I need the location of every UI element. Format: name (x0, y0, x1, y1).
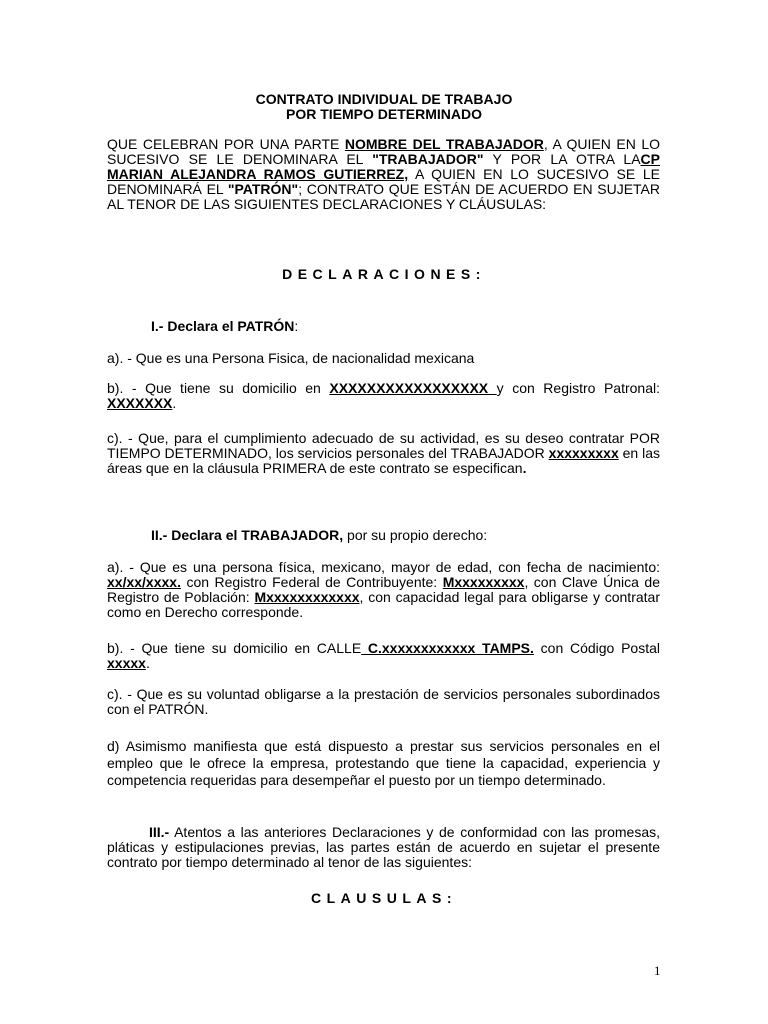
clause-text: y con Registro Patronal: (496, 380, 660, 396)
clause-text: b). - Que tiene su domicilio en (107, 380, 330, 396)
address-placeholder: XXXXXXXXXXXXXXXXX (329, 380, 497, 396)
patron-clause-b (107, 381, 660, 411)
patron-heading (151, 318, 298, 334)
clause-text: Atentos a las anteriores Declaraciones y de conformidad con las promesas, pláticas y estipulaciones previas, las partes están de acuerdo en sujetar el presente contrato por tiempo determinado al tenor de las siguientes: (107, 824, 660, 870)
page-number: 1 (654, 963, 661, 978)
patron-clause-a: a). - Que es una Persona Fisica, de nacionalidad mexicana (107, 350, 475, 366)
patron-clause-c (107, 431, 660, 476)
trabajador-clause-c: c). - Que es su voluntad obligarse a la prestación de servicios personales subordinados con el PATRÓN. (107, 686, 660, 717)
clause-text: en las áreas que en la cláusula PRIMERA de este contrato se especifican (107, 445, 660, 476)
trabajador-heading-tail: por su propio derecho: (343, 527, 488, 543)
birthdate-placeholder: xx/xx/xxxx. (107, 574, 181, 590)
clause-text: , con capacidad legal para obligarse y contratar como en Derecho corresponde. (107, 589, 660, 620)
clause-text: a). - Que es una persona física, mexicano, mayor de edad, con fecha de nacimiento: (107, 559, 660, 575)
employer-term: "PATRÓN" (227, 181, 299, 197)
intro-text: A QUIEN EN LO SUCESIVO SE LE DENOMINARÁ EL (107, 166, 660, 197)
worker-placeholder: xxxxxxxxx (548, 445, 619, 461)
worker-term: "TRABAJADOR" (372, 151, 484, 167)
tercero-paragraph (107, 825, 660, 870)
contract-title-line2: POR TIEMPO DETERMINADO (285, 106, 482, 122)
curp-placeholder: Mxxxxxxxxxxxx (254, 589, 360, 605)
trabajador-clause-a (107, 560, 660, 620)
intro-text: Y POR LA OTRA LA (483, 151, 641, 167)
clausulas-heading: CLAUSULAS: (311, 890, 457, 906)
clause-period: . (522, 460, 527, 476)
rfc-placeholder: Mxxxxxxxxx (442, 574, 525, 590)
employer-registry-placeholder: XXXXXXX (107, 395, 173, 411)
declaraciones-heading: DECLARACIONES: (282, 266, 486, 282)
trabajador-clause-b (107, 641, 660, 671)
clause-text: . (172, 395, 177, 411)
trabajador-clause-d: d) Asimismo manifiesta que está dispuesto a prestar sus servicios personales en el empleo que le ofrece la empresa, protestando que tiene la capacidad, experiencia y competencia requeridas para desempeñar el puesto por un tiempo determinado. (107, 738, 660, 788)
clause-text: con Registro Federal de Contribuyente: (180, 574, 443, 590)
clause-text: , con Clave Única de Registro de Población: (107, 574, 660, 605)
street-placeholder: C.xxxxxxxxxxxx TAMPS. (361, 640, 534, 656)
intro-text: QUE CELEBRAN POR UNA PARTE (107, 136, 345, 152)
clause-text: b). - Que tiene su domicilio en CALLE (107, 640, 362, 656)
intro-text: , A QUIEN EN LO SUCESIVO SE LE DENOMINARA EL (107, 136, 661, 167)
contract-title-line1: CONTRATO INDIVIDUAL DE TRABAJO (255, 91, 513, 107)
intro-paragraph (107, 137, 660, 212)
trabajador-heading-bold: II.- Declara el TRABAJADOR, (151, 527, 344, 543)
patron-heading-tail: : (294, 318, 299, 334)
trabajador-heading (151, 527, 487, 543)
employer-name: CP MARIAN ALEJANDRA RAMOS GUTIERREZ, (107, 151, 660, 182)
worker-name-placeholder: NOMBRE DEL TRABAJADOR (344, 136, 544, 152)
clause-text: c). - Que, para el cumplimiento adecuado de su actividad, es su deseo contratar POR TIEMPO DETERMINADO, los servicios personales del TRABAJADOR (107, 430, 660, 461)
clause-text: . (145, 655, 150, 671)
intro-text: ; CONTRATO QUE ESTÁN DE ACUERDO EN SUJETAR AL TENOR DE LAS SIGUIENTES DECLARACIONES Y CLÁUSULAS: (107, 181, 660, 212)
patron-heading-bold: I.- Declara el PATRÓN (151, 318, 295, 334)
postal-code-placeholder: xxxxx (107, 655, 146, 671)
clause-text: con Código Postal (533, 640, 660, 656)
tercero-bold: III.- (149, 824, 170, 840)
